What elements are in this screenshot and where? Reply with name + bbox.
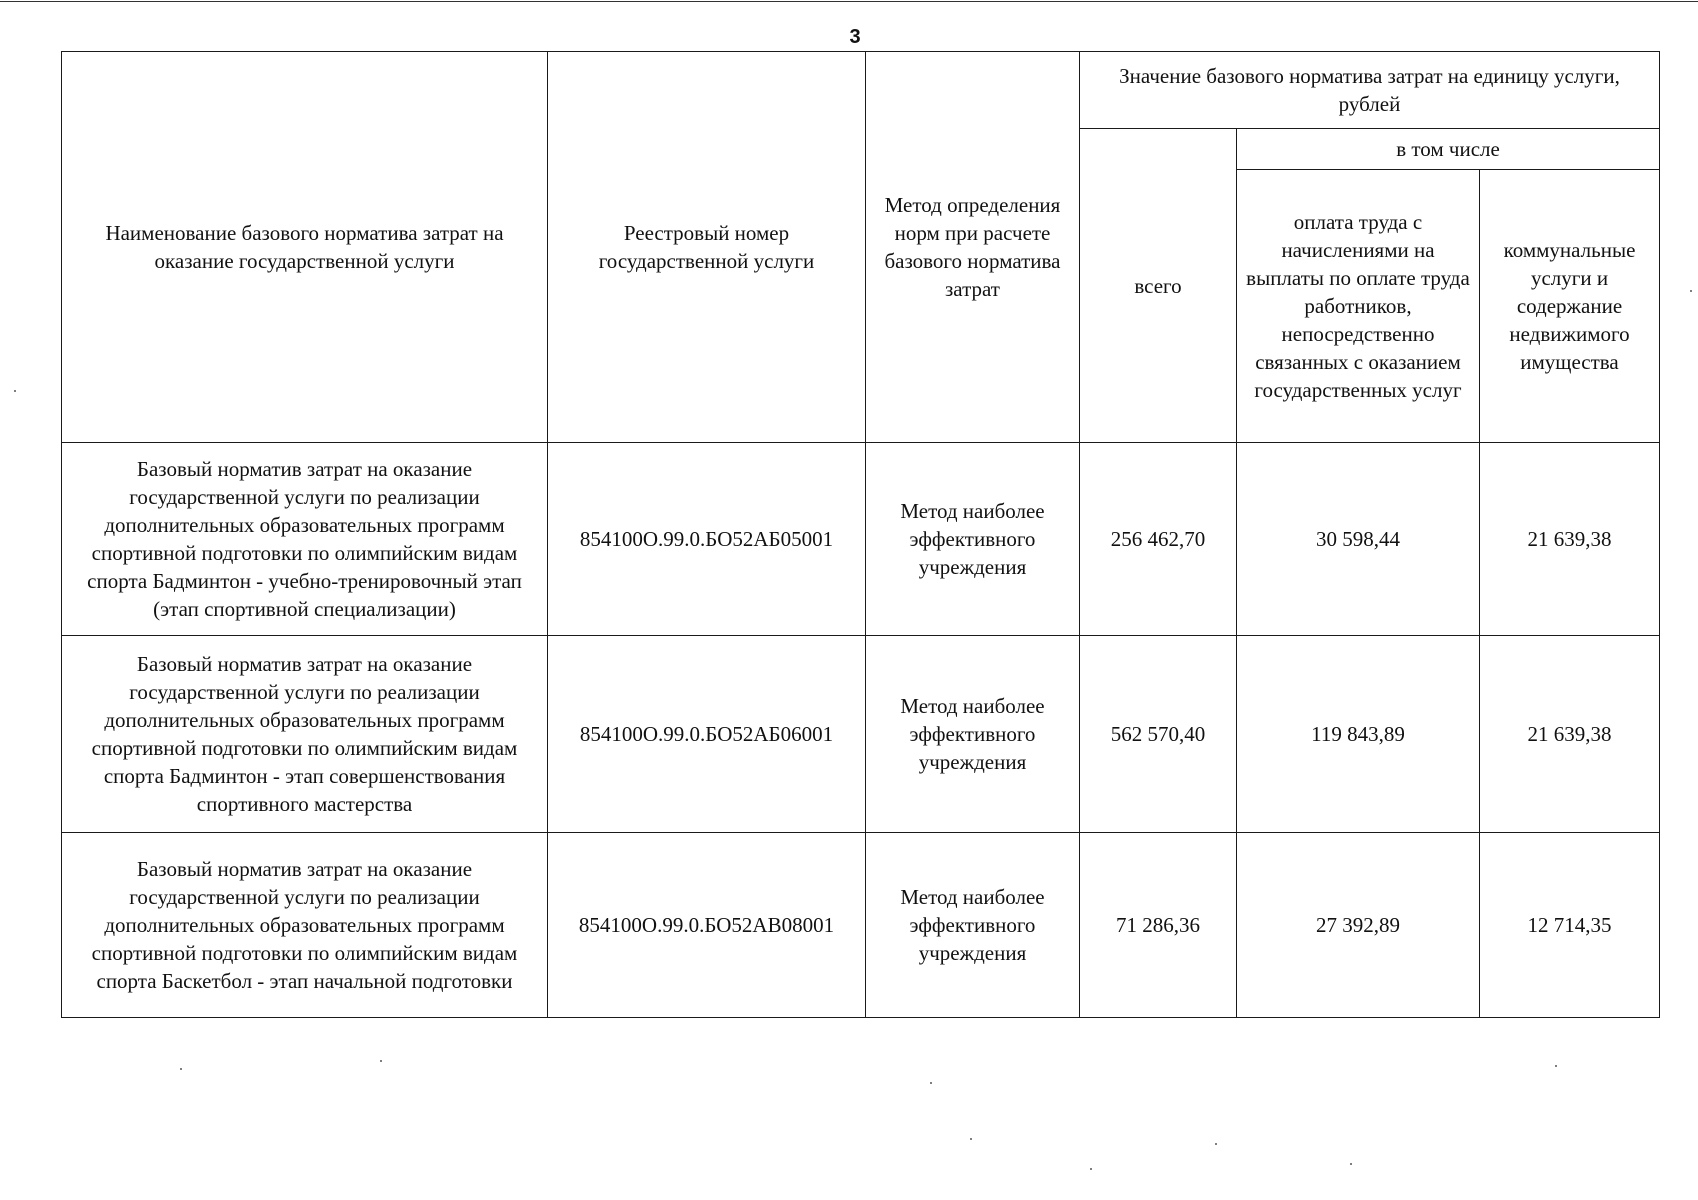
cell-labor: 27 392,89 (1237, 833, 1480, 1018)
cell-total: 562 570,40 (1080, 636, 1237, 833)
scan-speck (1090, 1168, 1092, 1170)
top-border-line (0, 1, 1698, 2)
cell-name: Базовый норматив затрат на оказание государственной услуги по реализации дополнительных образовательных программ спортивной подготовки по олимпийским видам спорта Бадминтон - этап совершенствования спортивного мастерства (62, 636, 548, 833)
header-labor: оплата труда с начислениями на выплаты по оплате труда работников, непосредственно связанных с оказанием государственных услуг (1237, 170, 1480, 443)
cell-labor: 30 598,44 (1237, 443, 1480, 636)
page-number: 3 (849, 26, 861, 48)
header-row-1 (62, 52, 1660, 129)
norm-cost-table (61, 51, 1660, 1018)
scan-speck (1690, 290, 1692, 292)
cell-method: Метод наиболее эффективного учреждения (866, 833, 1080, 1018)
cell-registry: 854100О.99.0.БО52АБ06001 (548, 636, 866, 833)
scan-speck (1350, 1163, 1352, 1165)
header-registry: Реестровый номер государственной услуги (548, 52, 866, 443)
cell-total: 71 286,36 (1080, 833, 1237, 1018)
cell-labor: 119 843,89 (1237, 636, 1480, 833)
header-method: Метод определения норм при расчете базового норматива затрат (866, 52, 1080, 443)
scan-speck (930, 1082, 932, 1084)
scan-speck (14, 390, 16, 392)
scan-speck (180, 1068, 182, 1070)
cell-utilities: 21 639,38 (1480, 636, 1660, 833)
cell-name: Базовый норматив затрат на оказание государственной услуги по реализации дополнительных образовательных программ спортивной подготовки по олимпийским видам спорта Бадминтон - учебно-тренировочный этап (этап спортивной специализации) (62, 443, 548, 636)
header-name: Наименование базового норматива затрат на оказание государственной услуги (62, 52, 548, 443)
table-row (62, 443, 1660, 636)
header-value-group: Значение базового норматива затрат на единицу услуги, рублей (1080, 52, 1660, 129)
cell-total: 256 462,70 (1080, 443, 1237, 636)
cell-name: Базовый норматив затрат на оказание государственной услуги по реализации дополнительных образовательных программ спортивной подготовки по олимпийским видам спорта Баскетбол - этап начальной подготовки (62, 833, 548, 1018)
cell-utilities: 12 714,35 (1480, 833, 1660, 1018)
cell-registry: 854100О.99.0.БО52АВ08001 (548, 833, 866, 1018)
table-row (62, 833, 1660, 1018)
cell-utilities: 21 639,38 (1480, 443, 1660, 636)
scan-speck (970, 1138, 972, 1140)
cell-method: Метод наиболее эффективного учреждения (866, 443, 1080, 636)
table-row (62, 636, 1660, 833)
cell-method: Метод наиболее эффективного учреждения (866, 636, 1080, 833)
scan-speck (1215, 1143, 1217, 1145)
scan-speck (380, 1060, 382, 1062)
header-including: в том числе (1237, 129, 1660, 170)
header-total: всего (1080, 129, 1237, 443)
cell-registry: 854100О.99.0.БО52АБ05001 (548, 443, 866, 636)
scan-speck (1555, 1065, 1557, 1067)
header-utilities: коммунальные услуги и содержание недвижимого имущества (1480, 170, 1660, 443)
